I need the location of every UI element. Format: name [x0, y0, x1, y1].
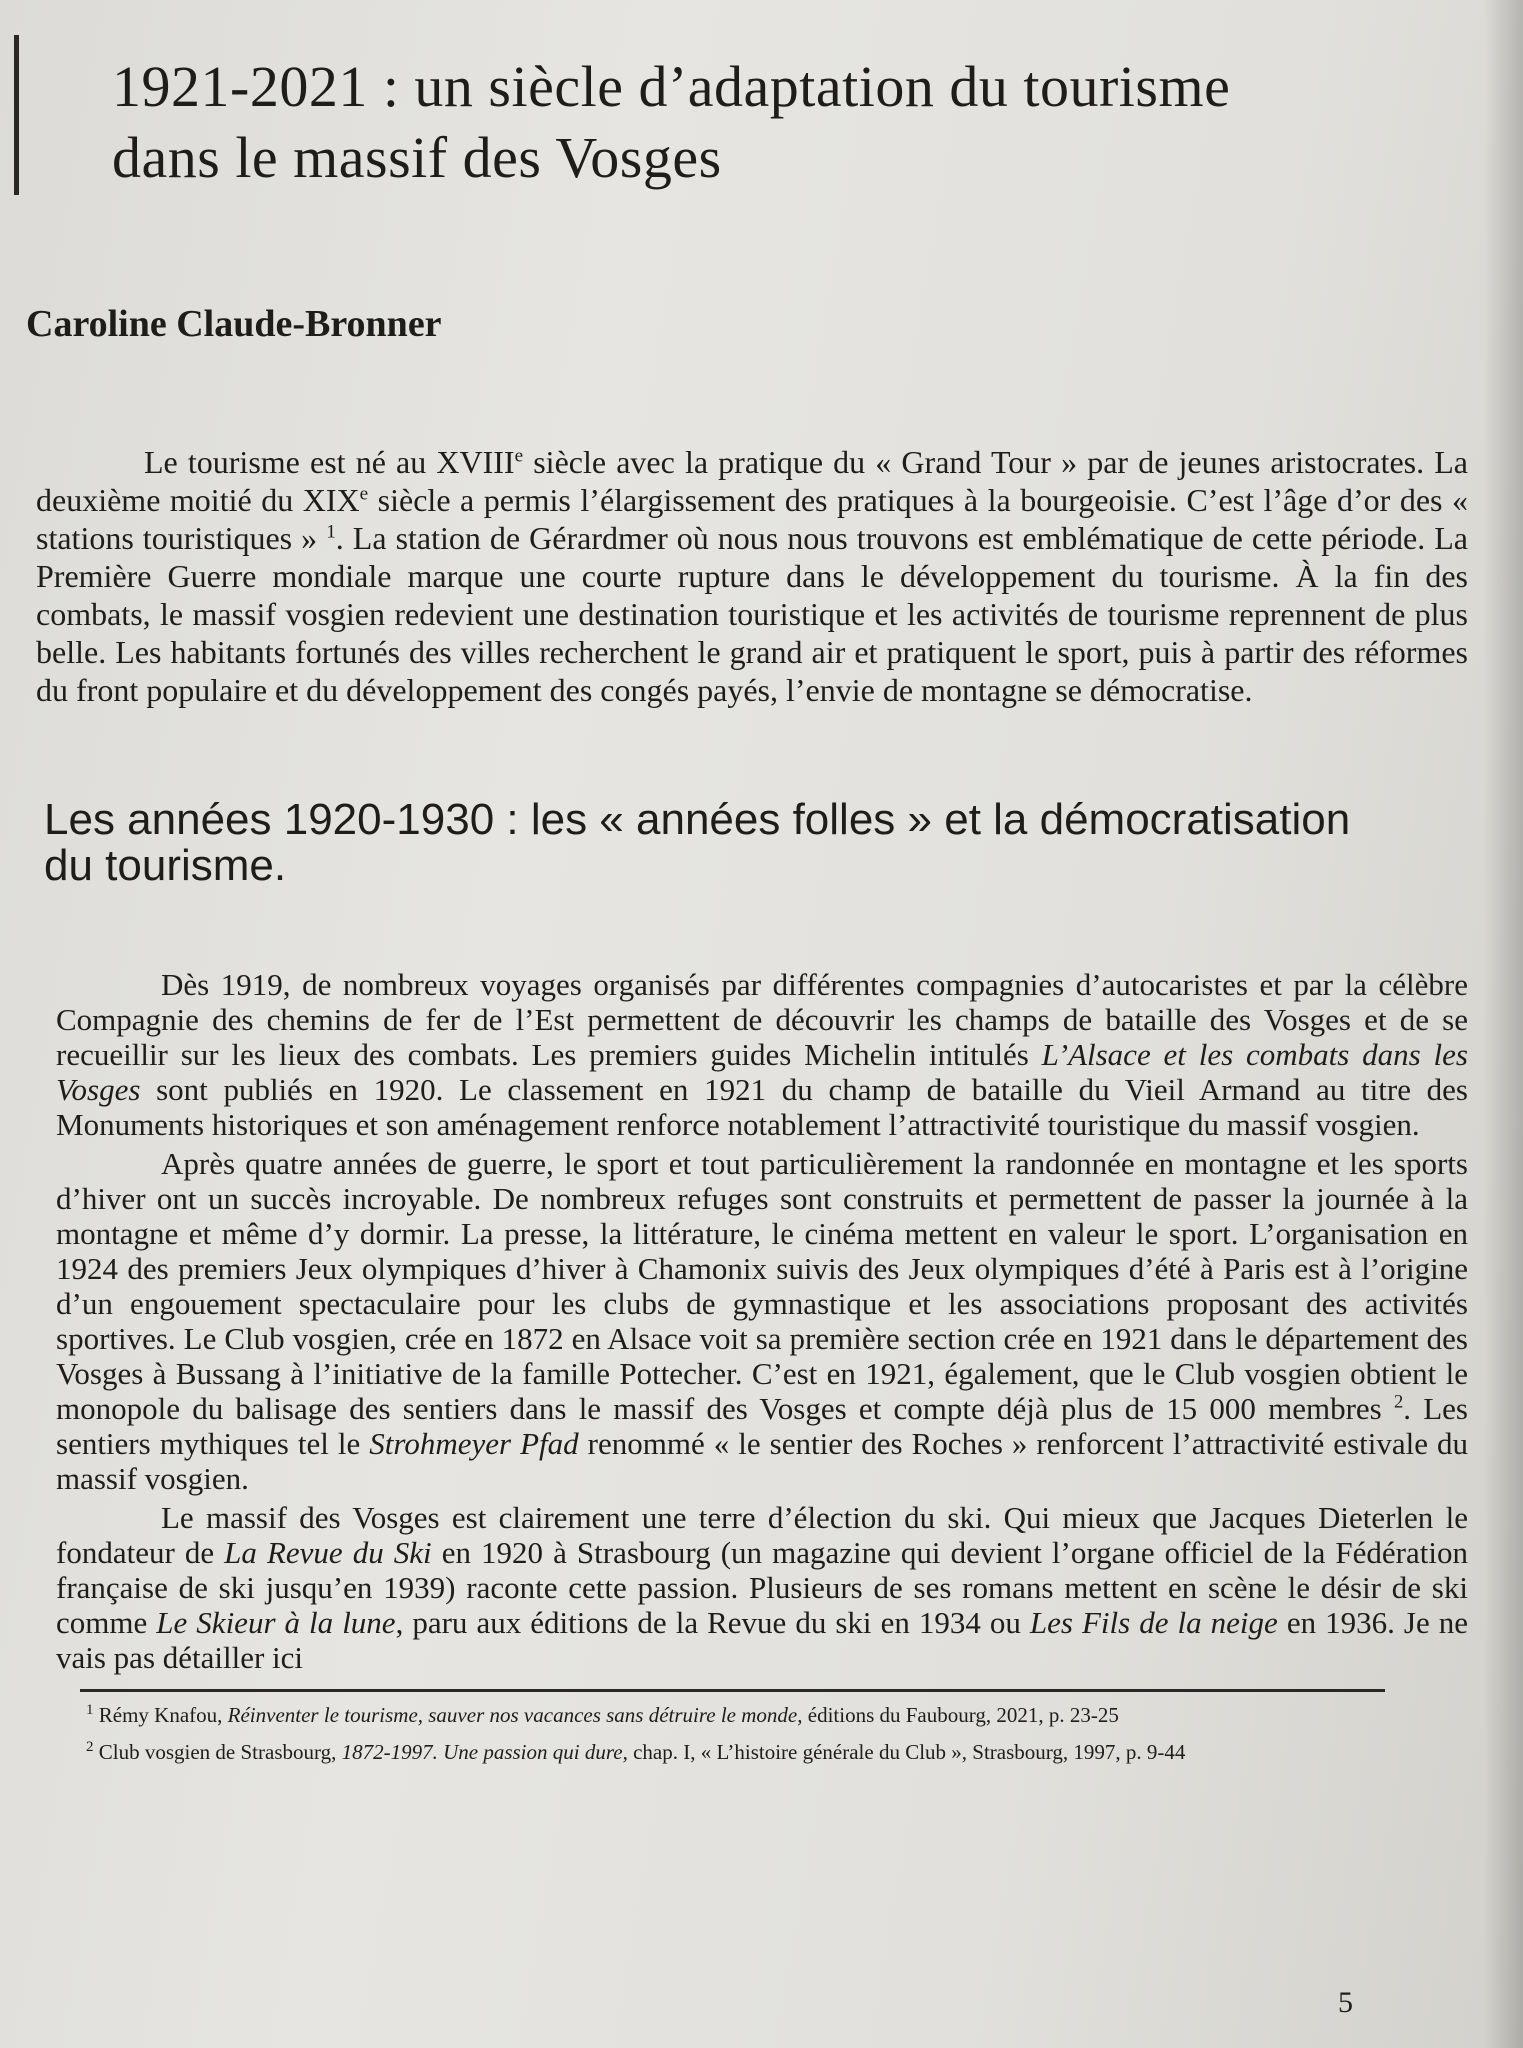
footnote-ref-2: 2: [1393, 1391, 1404, 1413]
footnotes: [86, 1698, 1468, 1764]
footnote-1: $^1$ Rémy Knafou, Réinventer le tourisme, sauver nos vacances sans détruire le monde, éditions du Faubourg, 2021, p. 23-25: [86, 1702, 1119, 1728]
article-title: [40, 0, 1468, 194]
page-edge-shadow: [1483, 0, 1523, 2048]
footnote-ref-1: 1: [326, 521, 336, 543]
footnote-separator: [80, 1689, 1385, 1692]
intro-paragraph: Le tourisme est né au XVIIIe siècle avec la pratique du « Grand Tour » par de jeunes aristocrates. La deuxième moitié du XIXe siècle a permis l’élargissement des pratiques à la bourgeoisie. C’est l’âge d’or des « stations touristiques » $^1$. La station de Gérardmer où nous nous trouvons est emblématique de cette période. La Première Guerre mondiale marque une courte rupture dans le développement du tourisme. À la fin des combats, le massif vosgien redevient une destination touristique et les activités de tourisme reprennent de plus belle. Les habitants fortunés des villes recherchent le grand air et pratiquent le sport, puis à partir des réformes du front populaire et du développement des congés payés, l’envie de montagne se démocratise.: [36, 444, 1469, 709]
footnote-2: $^2$ Club vosgien de Strasbourg, 1872-1997. Une passion qui dure, chap. I, « L’histoire générale du Club », Strasbourg, 1997, p. 9-44: [86, 1739, 1186, 1765]
body-paragraph-1: Dès 1919, de nombreux voyages organisés par différentes compagnies d’autocaristes et par la célèbre Compagnie des chemins de fer de l’Est permettent de découvrir les champs de bataille des Vosges et de se recueillir sur les lieux des combats. Les premiers guides Michelin intitulés L’Alsace et les combats dans les Vosges sont publiés en 1920. Le classement en 1921 du champ de bataille du Vieil Armand au titre des Monuments historiques et son aménagement renforce notablement l’attractivité touristique du massif vosgien.: [56, 967, 1468, 1143]
author-name: Caroline Claude-Bronner: [26, 302, 442, 345]
margin-rule: [14, 35, 19, 195]
section-heading: Les années 1920-1930 : les « années folles » et la démocratisation du tourisme.: [44, 795, 1351, 891]
page-number: 5: [1338, 1986, 1353, 2019]
body-paragraph-2: Après quatre années de guerre, le sport et tout particulièrement la randonnée en montagne et les sports d’hiver ont un succès incroyable. De nombreux refuges sont construits et permettent de passer la journée à la montagne et même d’y dormir. La presse, la littérature, le cinéma mettent en valeur le sport. L’organisation en 1924 des premiers Jeux olympiques d’hiver à Chamonix suivis des Jeux olympiques d’été à Paris est à l’origine d’un engouement spectaculaire pour les clubs de gymnastique et les associations proposant des activités sportives. Le Club vosgien, crée en 1872 en Alsace voit sa première section crée en 1921 dans le département des Vosges à Bussang à l’initiative de la famille Pottecher. C’est en 1921, également, que le Club vosgien obtient le monopole du balisage des sentiers dans le massif des Vosges et compte déjà plus de 15 000 membres $^2$. Les sentiers mythiques tel le Strohmeyer Pfad renommé « le sentier des Roches » renforcent l’attractivité estivale du massif vosgien.: [56, 1146, 1468, 1497]
title-line-2: dans le massif des Vosges: [112, 124, 722, 190]
superscript-e: e: [359, 483, 369, 505]
section-body: [56, 967, 1468, 1675]
superscript-e: e: [514, 445, 524, 467]
title-line-1: 1921-2021 : un siècle d’adaptation du tourisme: [112, 54, 1231, 119]
body-paragraph-3: Le massif des Vosges est clairement une terre d’élection du ski. Qui mieux que Jacques Dieterlen le fondateur de La Revue du Ski en 1920 à Strasbourg (un magazine qui devient l’organe officiel de la Fédération française de ski jusqu’en 1939) raconte cette passion. Plusieurs de ses romans mettent en scène le désir de ski comme Le Skieur à la lune, paru aux éditions de la Revue du ski en 1934 ou Les Fils de la neige en 1936. Je ne vais pas détailler ici: [56, 1500, 1469, 1676]
